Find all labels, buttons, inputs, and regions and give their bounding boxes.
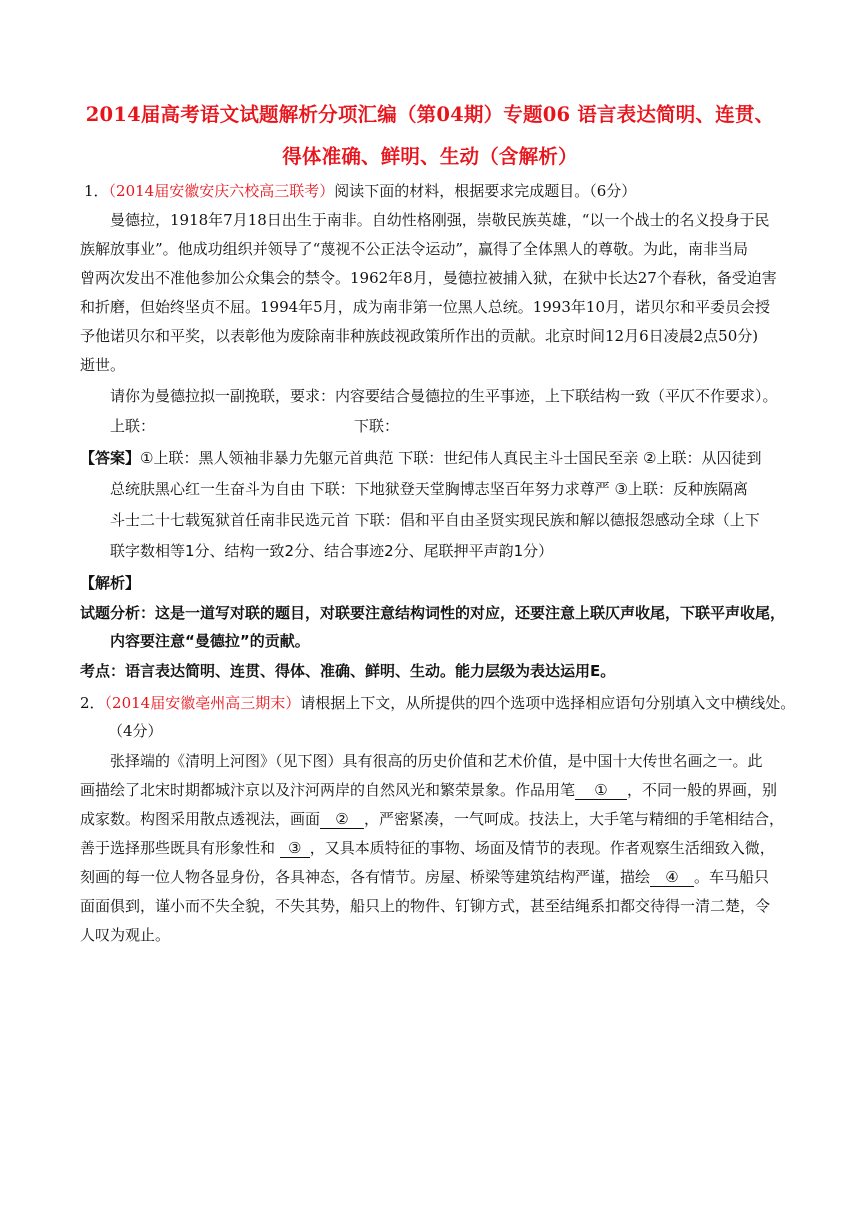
analysis-line: 内容要注意“曼德拉”的贡献。 xyxy=(110,632,310,650)
passage-line: 逝世。 xyxy=(80,356,126,374)
question-number: 2． xyxy=(80,694,105,712)
question-score: （4分） xyxy=(108,722,163,740)
question-prompt: 请根据上下文，从所提供的四个选项中选择相应语句分别填入文中横线处。 xyxy=(300,694,796,712)
analysis-line: 试题分析：这是一道写对联的题目，对联要注意结构词性的对应，还要注意上联仄声收尾，下联平声收尾， xyxy=(80,604,786,622)
upper-couplet-label: 上联： xyxy=(110,417,156,435)
answer-line: 斗士二十七载冤狱首任南非民选元首 下联：倡和平自由圣贤实现民族和解以德报怨感动全球（上下 xyxy=(110,511,760,529)
passage-line: 曼德拉，1918年7月18日出生于南非。自幼性格刚强，崇敬民族英雄，“以一个战士的名义投身于民 xyxy=(110,211,770,229)
passage-line: 和折磨，但始终坚贞不屈。1994年5月，成为南非第一位黑人总统。1993年10月，诺贝尔和平委员会授 xyxy=(80,298,770,316)
passage-line: 人叹为观止。 xyxy=(80,926,171,944)
answer-text: ①上联：黑人领袖非暴力先躯元首典范 下联：世纪伟人真民主斗士国民至亲 ②上联：从囚徒到 xyxy=(140,449,762,467)
question-2-header xyxy=(80,692,795,714)
question-prompt: 阅读下面的材料，根据要求完成题目。（6分） xyxy=(334,182,637,200)
passage-line: 成家数。构图采用散点透视法，画面 ② ，严密紧凑，一气呵成。技法上，大手笔与精细的手笔相结合， xyxy=(80,810,785,828)
fill-blank-1[interactable]: ① xyxy=(575,781,627,800)
task-instruction: 请你为曼德拉拟一副挽联，要求：内容要结合曼德拉的生平事迹，上下联结构一致（平仄不作要求）。 xyxy=(110,387,778,405)
document-title-line-2: 得体准确、鲜明、生动（含解析） xyxy=(282,145,578,168)
question-number: 1． xyxy=(84,182,109,200)
passage-line: 张择端的《清明上河图》（见下图）具有很高的历史价值和艺术价值，是中国十大传世名画之一。此 xyxy=(110,752,763,770)
question-source: （2014届安徽安庆六校高三联考） xyxy=(108,182,335,200)
answer-line xyxy=(80,447,761,469)
answer-line: 总统肤黑心红一生奋斗为自由 下联：下地狱登天堂胸博志坚百年努力求尊严 ③上联：反种族隔离 xyxy=(110,480,748,498)
passage-line: 善于选择那些既具有形象性和 ③ ，又具本质特征的事物、场面及情节的表现。作者观察生活细致入微， xyxy=(80,839,775,857)
fill-blank-4[interactable]: ④ xyxy=(650,868,694,887)
passage-line: 曾两次发出不准他参加公众集会的禁令。1962年8月，曼德拉被捕入狱，在狱中长达27个春秋，备受迫害 xyxy=(80,269,777,287)
passage-line: 面面俱到，谨小而不失全貌，不失其势，船只上的物件、钉铆方式，甚至结绳系扣都交待得一清二楚，令 xyxy=(80,897,771,915)
keypoint-line: 考点：语言表达简明、连贯、得体、准确、鲜明、生动。能力层级为表达运用E。 xyxy=(80,662,616,680)
passage-line: 画描绘了北宋时期都城汴京以及汴河两岸的自然风光和繁荣景象。作品用笔 ① ，不同一般的界画，别 xyxy=(80,781,778,799)
answer-line: 联字数相等1分、结构一致2分、结合事迹2分、尾联押平声韵1分） xyxy=(110,542,554,560)
fill-blank-3[interactable]: ③ xyxy=(280,839,310,858)
fill-blank-2[interactable]: ② xyxy=(320,810,364,829)
question-1-header xyxy=(84,180,636,202)
lower-couplet-label: 下联： xyxy=(354,417,400,435)
passage-line: 予他诺贝尔和平奖，以表彰他为废除南非种族歧视政策所作出的贡献。北京时间12月6日凌晨2点50分) xyxy=(80,327,759,345)
question-source: （2014届安徽亳州高三期末） xyxy=(104,694,301,712)
passage-line: 族解放事业”。他成功组织并领导了“蔑视不公正法令运动”，赢得了全体黑人的尊敬。为此，南非当局 xyxy=(80,240,749,258)
document-title-line-1: 2014届高考语文试题解析分项汇编（第04期）专题06 语言表达简明、连贯、 xyxy=(85,103,775,126)
answer-tag: 【答案】 xyxy=(80,449,141,467)
passage-line: 刻画的每一位人物各显身份，各具神态，各有情节。房屋、桥梁等建筑结构严谨，描绘 ④ 。车马船只 xyxy=(80,868,770,886)
analysis-tag: 【解析】 xyxy=(80,574,141,592)
